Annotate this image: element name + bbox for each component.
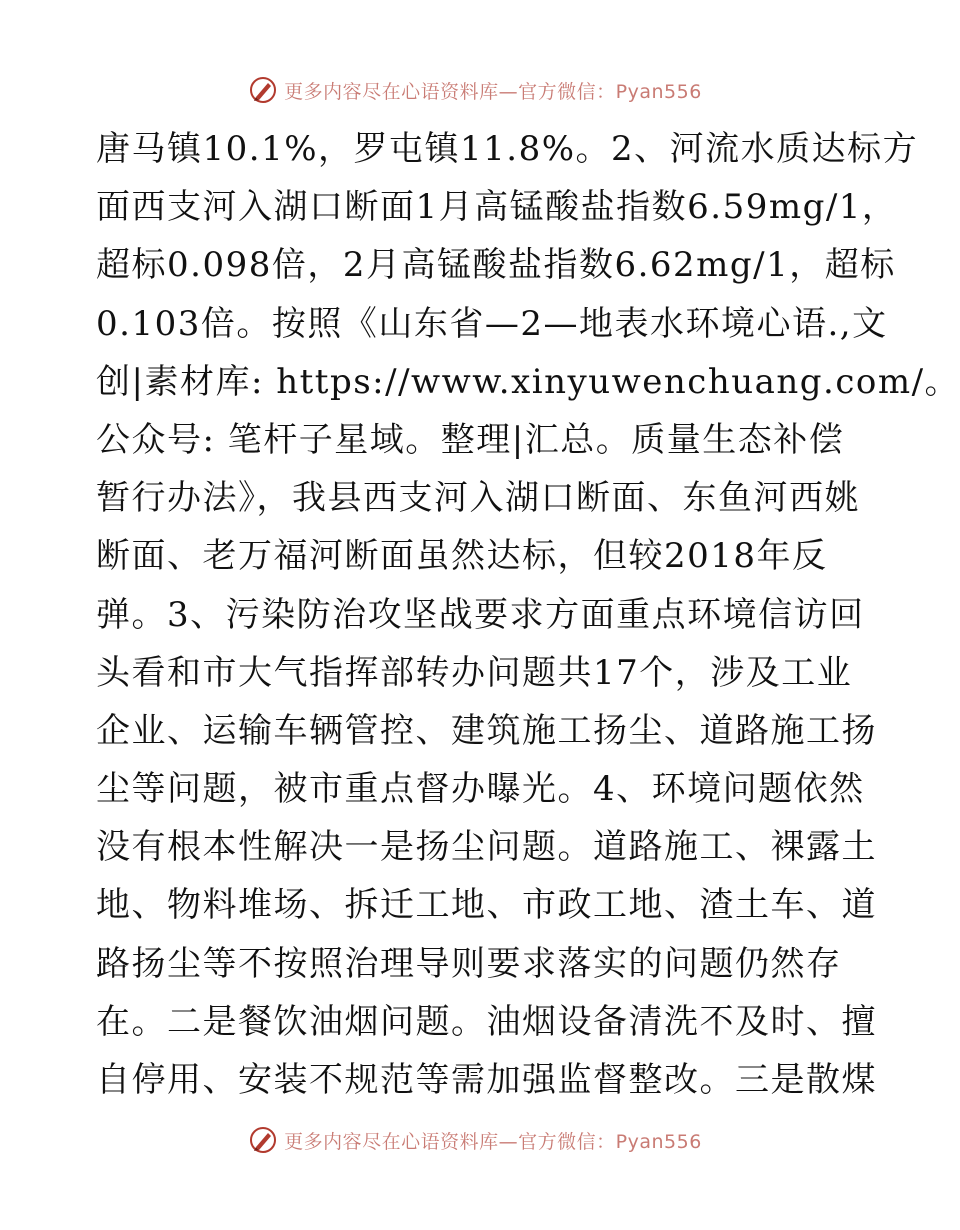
- text-line: 面西支河入湖口断面1月高锰酸盐指数6.59mg/1，: [96, 187, 898, 228]
- text-line: 断面、老万福河断面虽然达标，但较2018年反: [96, 536, 828, 577]
- text-line: 唐马镇10.1%，罗屯镇11.8%。2、河流水质达标方: [96, 129, 919, 169]
- text-line: 公众号: 笔杆子星域。整理|汇总。质量生态补偿: [96, 419, 845, 460]
- text-line: 弹。3、污染防治攻坚战要求方面重点环境信访回: [96, 594, 865, 635]
- text-line: 在。二是餐饮油烟问题。油烟设备清洗不及时、擅: [96, 1001, 877, 1042]
- watermark-text: 更多内容尽在心语资料库—官方微信：Pyan556: [284, 80, 702, 103]
- watermark-text: 更多内容尽在心语资料库—官方微信：Pyan556: [284, 1130, 702, 1153]
- watermark-header: [0, 72, 950, 108]
- text-line: 0.103倍。按照《山东省—2—地表水环境心语.,文: [96, 303, 888, 344]
- text-line: 尘等问题，被市重点督办曝光。4、环境问题依然: [96, 769, 865, 810]
- text-line: 地、物料堆场、拆迁工地、市政工地、渣土车、道: [96, 885, 877, 926]
- text-line: 头看和市大气指挥部转办问题共17个，涉及工业: [96, 652, 853, 693]
- text-line: 超标0.098倍，2月高锰酸盐指数6.62mg/1，超标: [96, 245, 896, 286]
- text-line: 没有根本性解决一是扬尘问题。道路施工、裸露土: [96, 827, 877, 868]
- pen-logo-icon: [248, 75, 278, 105]
- document-body: [96, 120, 960, 1109]
- pen-logo-icon: [248, 1125, 278, 1155]
- text-line: 创|素材库: https://www.xinyuwenchuang.com/。: [96, 361, 960, 402]
- text-line: 暂行办法》，我县西支河入湖口断面、东鱼河西姚: [96, 478, 860, 519]
- text-line: 路扬尘等不按照治理导则要求落实的问题仍然存: [96, 943, 842, 984]
- text-line: 企业、运输车辆管控、建筑施工扬尘、道路施工扬: [96, 710, 877, 751]
- text-line: 自停用、安装不规范等需加强监督整改。三是散煤: [96, 1060, 877, 1100]
- watermark-footer: [0, 1122, 950, 1158]
